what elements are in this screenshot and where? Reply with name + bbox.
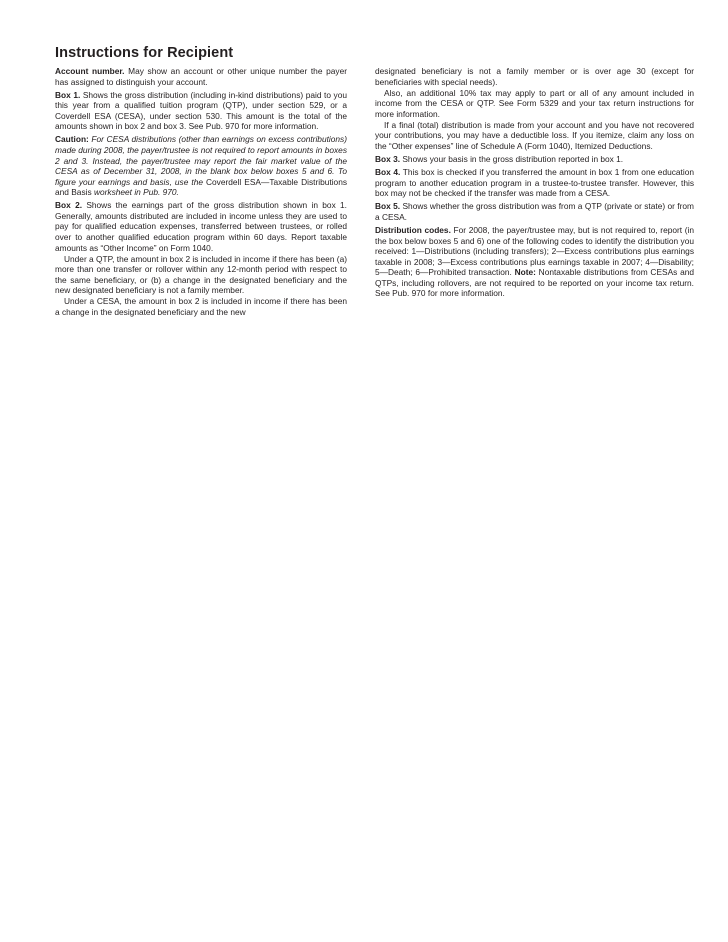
caution-end: worksheet in Pub. 970. [91, 187, 179, 198]
box1-label: Box 1. [55, 89, 81, 100]
qtp-paragraph: Under a QTP, the amount in box 2 is included in income if there has been (a) more than one transfer or rollover within any 12-month period with respect to the same beneficiary, or (b) a change in the designated beneficiary and the new designated beneficiary is not a family member. [55, 253, 347, 296]
note-label: Note: [514, 267, 536, 278]
additional-tax-paragraph: Also, an additional 10% tax may apply to part or all of any amount included in income from the CESA or QTP. See Form 5329 and your tax return instructions for more information. [375, 87, 694, 119]
note-text: Nontaxable distributions from CESAs and QTPs, including rollovers, are not required to be reported on your income tax return. See Pub. 970 for more information. [375, 267, 694, 299]
box5-text: Shows whether the gross distribution was from a QTP (private or state) or from a CESA. [375, 201, 694, 222]
box2-text: Shows the earnings part of the gross distribution shown in box 1. Generally, amounts distributed are included in income unless they are used to pay for qualified education expenses, transferred between trustees, or rolled over to another qualified education program within 60 days. Report taxable amounts as “Other Income” on Form 1040. [55, 200, 347, 253]
box1-paragraph [55, 90, 347, 132]
right-column [375, 66, 694, 299]
distribution-codes-paragraph [375, 225, 694, 299]
continuation-paragraph: designated beneficiary is not a family member or is over age 30 (except for beneficiaries with special needs). [375, 66, 694, 87]
box4-text: This box is checked if you transferred the amount in box 1 from one education program to another education program in a trustee-to-trustee transfer. However, this box may not be checked if the transfer was made from a CESA. [375, 167, 694, 199]
box3-text: Shows your basis in the gross distribution reported in box 1. [400, 153, 624, 164]
box2-paragraph [55, 200, 347, 253]
box5-label: Box 5. [375, 201, 401, 212]
box5-paragraph [375, 201, 694, 222]
caution-label: Caution: [55, 134, 89, 145]
cesa-paragraph: Under a CESA, the amount in box 2 is included in income if there has been a change in the designated beneficiary and the new [55, 296, 347, 317]
box1-text: Shows the gross distribution (including in-kind distributions) paid to you this year from a qualified tuition program (QTP), under section 529, or a Coverdell ESA (CESA), under section 530. This amount is the total of the amounts shown in box 2 and box 3. See Pub. 970 for more information. [55, 89, 347, 132]
caution-worksheet-name: Coverdell ESA—Taxable Distributions and Basis [55, 176, 348, 198]
account-number-text: May show an account or other unique number the payer has assigned to distinguish your account. [55, 66, 347, 87]
box4-paragraph [375, 167, 694, 199]
caution-text: For CESA distributions (other than earnings on excess contributions) made during 2008, the payer/trustee is not required to report amounts in boxes 2 and 3. Instead, the payer/trustee may report the fair market value of the CESA as of December 31, 2008, in the blank box below boxes 5 and 6. To figure your earnings and basis, use the [55, 134, 347, 187]
account-number-paragraph [55, 66, 347, 87]
box3-label: Box 3. [375, 153, 401, 164]
account-number-label: Account number. [55, 66, 125, 76]
box4-label: Box 4. [375, 167, 401, 178]
box3-paragraph [375, 154, 694, 165]
final-distribution-paragraph: If a final (total) distribution is made from your account and you have not recovered your contributions, you may have a deductible loss. If you itemize, claim any loss on the “Other expenses” line of Schedule A (Form 1040), Itemized Deductions. [375, 119, 694, 151]
distribution-codes-text: For 2008, the payer/trustee may, but is not required to, report (in the box below boxes 5 and 6) one of the following codes to identify the distribution you received: 1—Distributions (including transfers); 2—Excess contributions plus earnings taxable in 2008; 3—Excess contributions plus earnings taxable in 2007; 4—Disability; 5—Death; 6—Prohibited transaction. [375, 225, 695, 278]
page-title: Instructions for Recipient [55, 45, 234, 61]
left-column [55, 66, 347, 318]
distribution-codes-label: Distribution codes. [375, 225, 451, 236]
box2-label: Box 2. [55, 200, 83, 211]
caution-paragraph [55, 134, 347, 197]
